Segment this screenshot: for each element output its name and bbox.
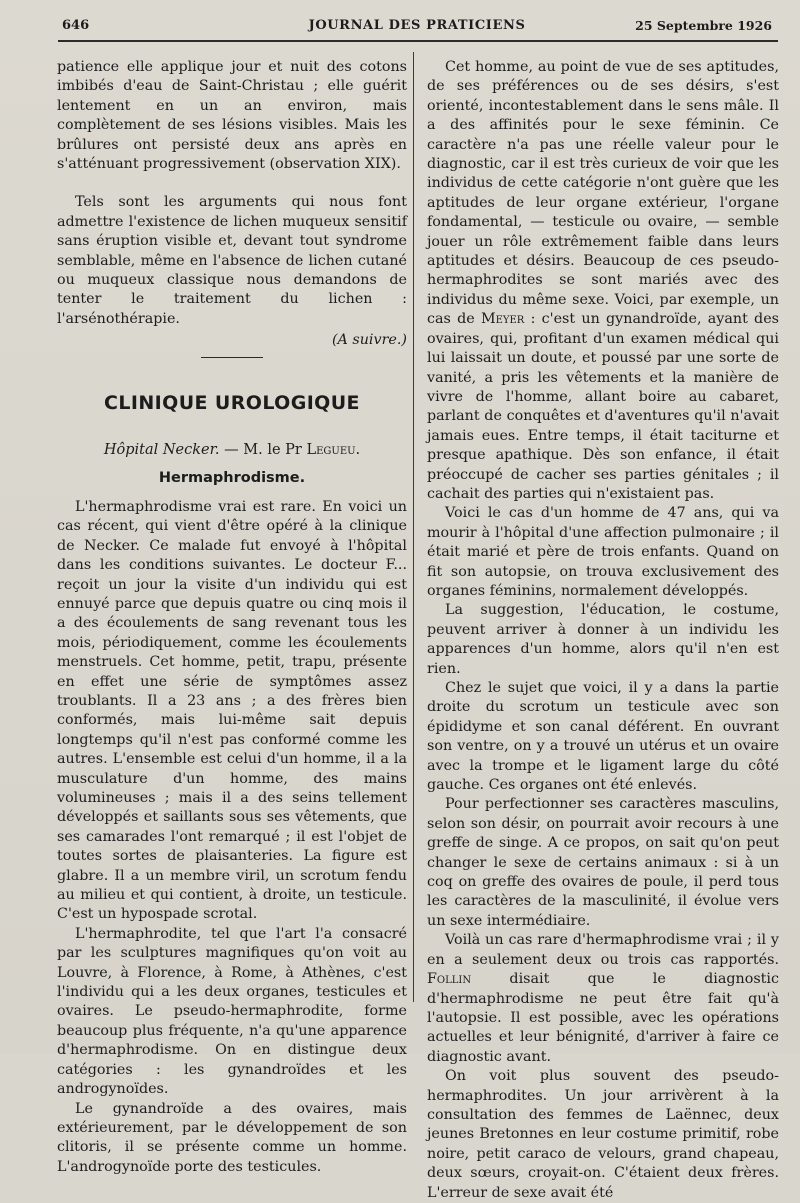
- running-head: [62, 18, 772, 40]
- right-column: [427, 58, 779, 1203]
- professor-prefix: — M. le Pr: [224, 442, 302, 459]
- left-column: [57, 58, 407, 1177]
- page-number: 646: [62, 18, 90, 33]
- hospital-line: [57, 441, 407, 460]
- journal-title: JOURNAL DES PRATICIENS: [308, 18, 526, 33]
- paragraph: [427, 58, 779, 504]
- spacer: [57, 174, 407, 193]
- paragraph: La suggestion, l'éducation, le costume, peuvent arriver à donner à un individu les apparences d'un homme, alors qu'il n'en est rien.: [427, 602, 779, 677]
- issue-date: 25 Septembre 1926: [635, 18, 772, 33]
- header-rule: [58, 40, 778, 42]
- paragraph: L'hermaphrodite, tel que l'art l'a consacré par les sculptures magnifiques qu'on voit au Louvre, à Florence, à Rome, à Athènes, c'est l'individu qui a les deux organes, testicules et ovaires. Le pseudo-hermaphrodite, forme beaucoup plus fréquente, n'a qu'une apparence d'hermaphrodisme. On en distingue deux catégories : les gynandroïdes et les androgynoïdes.: [57, 925, 407, 1098]
- professor-name: Legueu.: [306, 442, 361, 459]
- to-be-continued: (A suivre.): [331, 332, 407, 349]
- author-follin: Follin: [427, 971, 472, 988]
- paragraph-text: Voilà un cas rare d'hermaphrodisme vrai ; il y en a seulement deux ou trois cas rapportés.: [427, 932, 779, 968]
- author-meyer: Meyer: [480, 311, 525, 328]
- paragraph-text: disait que le diagnostic d'hermaphrodisme ne peut être fait qu'à l'autopsie. Il est possible, avec les opérations actuelles et leur bénignité, d'arriver à faire ce diagnostic avant.: [427, 971, 779, 1065]
- paragraph-text: : c'est un gynandroïde, ayant des ovaires, qui, profitant d'un examen médical qui lui laissait un doute, et poussé par une sorte de vanité, a pris les vêtements et la manière de vivre de l'homme, allant boire au cabaret, parlant de conquêtes et d'aventures qu'il n'avait jamais eues. Entre temps, il était taciturne et presque apathique. Dès son enfance, il était préoccupé de cacher ses parties génitales ; il cachait des parties qui n'existaient pas.: [427, 311, 780, 502]
- section-title: CLINIQUE UROLOGIQUE: [104, 391, 360, 414]
- paragraph: Voici le cas d'un homme de 47 ans, qui va mourir à l'hôpital d'une affection pulmonaire ; il était marié et père de trois enfants. Quand on fit son autopsie, on trouva exclusivement des organes féminins, normalement développés.: [427, 505, 779, 599]
- hospital-name: Hôpital Necker.: [103, 442, 220, 459]
- paragraph: L'hermaphrodisme vrai est rare. En voici un cas récent, qui vient d'être opéré à la clinique de Necker. Ce malade fut envoyé à l'hôpital dans les conditions suivantes. Le docteur F... reçoit un jour la visite d'un individu qui est ennuyé parce que depuis quatre ou cinq mois il a des écoulements de sang revenant tous les mois, périodiquement, comme les écoulements menstruels. Cet homme, petit, trapu, présente en effet une série de symptômes assez troublants. Il a 23 ans ; a des frères bien conformés, mais lui-même sait depuis longtemps qu'il n'est pas conformé comme les autres. L'ensemble est celui d'un homme, il a la musculature d'un homme, des mains volumineuses ; mais il a des seins tellement développés et saillants sous ses vêtements, que ses camarades l'ont remarqué ; il est l'objet de toutes sortes de plaisanteries. La figure est glabre. Il a un membre viril, un scrotum fendu au milieu et qui contient, à droite, un testicule. C'est un hypospade scrotal.: [57, 498, 407, 923]
- paragraph: On voit plus souvent des pseudo-hermaphrodites. Un jour arrivèrent à la consultation des femmes de Laënnec, deux jeunes Bretonnes en leur costume primitif, robe noire, petit caraco de velours, grand chapeau, deux sœurs, croyait-on. C'étaient deux frères. L'erreur de sexe avait été: [427, 1068, 779, 1201]
- paragraph: Le gynandroïde a des ovaires, mais extérieurement, par le développement de son clitoris, il se présente comme un homme. L'androgynoïde porte des testicules.: [57, 1100, 407, 1175]
- article-subtitle: Hermaphrodisme.: [158, 469, 306, 486]
- paragraph: Chez le sujet que voici, il y a dans la partie droite du scrotum un testicule avec son épididyme et son canal déférent. En ouvrant son ventre, on y a trouvé un utérus et un ovaire avec la trompe et le ligament large du côté gauche. Ces organes ont été enlevés.: [427, 680, 779, 794]
- paragraph: patience elle applique jour et nuit des cotons imbibés d'eau de Saint-Christau ; elle guérit lentement en un an environ, mais complètement de ses lésions visibles. Mais les brûlures ont persisté deux ans après en s'atténuant progressivement (observation XIX).: [57, 59, 407, 173]
- paragraph-text: Cet homme, au point de vue de ses aptitudes, de ses préférences ou de ses désirs, s'est orienté, incontestablement dans le sens mâle. Il a des affinités pour le sexe féminin. Ce caractère n'a pas une réelle valeur pour le diagnostic, car il est très curieux de voir que les individus de cette catégorie n'ont guère que les aptitudes de leur organe extérieur, l'organe fondamental, — testicule ou ovaire, — semble jouer un rôle extrêmement faible dans leurs aptitudes et désirs. Beaucoup de ces pseudo-hermaphrodites se sont mariés avec des individus du même sexe. Voici, par exemple, un cas de: [427, 59, 779, 328]
- column-divider: [413, 52, 414, 1002]
- paragraph: [427, 931, 779, 1067]
- paragraph: Pour perfectionner ses caractères masculins, selon son désir, on pourrait avoir recours à une greffe de singe. A ce propos, on sait qu'on peut changer le sexe de certains animaux : si à un coq on greffe des ovaires de poule, il perd tous les caractères de la masculinité, il évolue vers un sexe intermédiaire.: [427, 796, 779, 929]
- section-rule: [201, 357, 263, 358]
- paragraph: Tels sont les arguments qui nous font admettre l'existence de lichen muqueux sensitif sans éruption visible et, devant tout syndrome semblable, même en l'absence de lichen cutané ou muqueux classique nous demandons de tenter le traitement du lichen : l'arsénothérapie.: [57, 194, 407, 327]
